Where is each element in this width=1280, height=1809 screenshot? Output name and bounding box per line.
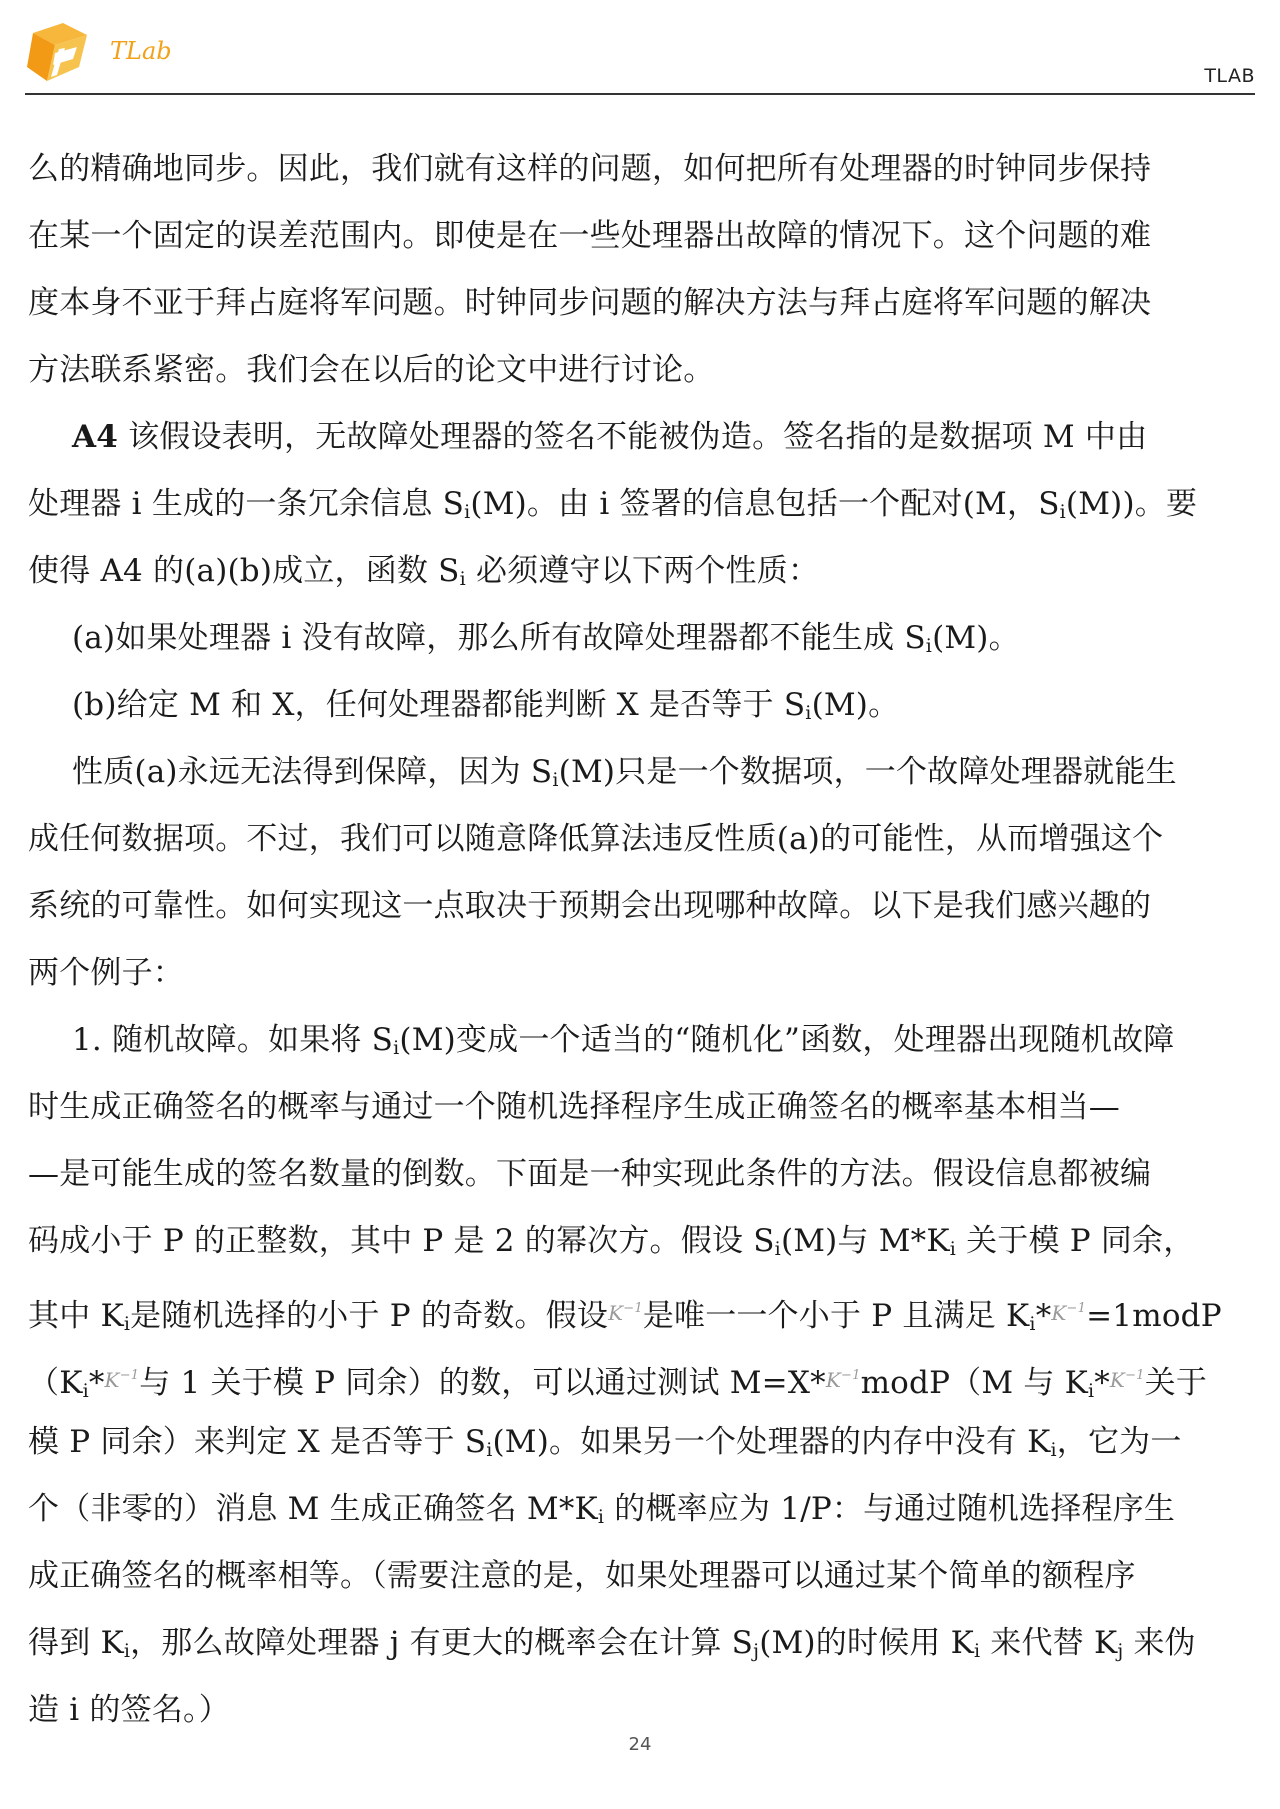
text-line xyxy=(28,203,1255,270)
text-segment: (M)。 xyxy=(932,620,1020,656)
text-segment: 方法联系紧密。我们会在以后的论文中进行讨论。 xyxy=(28,352,715,388)
text-line xyxy=(28,337,1255,404)
text-line xyxy=(28,672,1255,739)
k-inverse-symbol: K xyxy=(825,1368,841,1392)
text-segment: (M)。 xyxy=(811,687,900,723)
text-segment: 来代替 K xyxy=(980,1625,1118,1661)
text-line xyxy=(28,1007,1255,1074)
text-line xyxy=(28,136,1255,203)
text-line xyxy=(28,538,1255,605)
subscript: i xyxy=(459,568,466,590)
text-line xyxy=(28,1476,1255,1543)
text-line xyxy=(28,1409,1255,1476)
text-segment: 造 i 的签名。） xyxy=(28,1692,230,1728)
subscript: i xyxy=(949,1238,957,1260)
text-line xyxy=(28,1208,1255,1275)
text-segment: 是随机选择的小于 P 的奇数。假设 xyxy=(130,1298,609,1334)
text-line xyxy=(28,873,1255,940)
subscript: i xyxy=(925,635,933,657)
subscript: i xyxy=(123,1313,131,1335)
text-segment: 使得 A4 的(a)(b)成立，函数 S xyxy=(28,553,460,589)
subscript: i xyxy=(774,1238,781,1260)
text-segment: 该假设表明，无故障处理器的签名不能被伪造。签名指的是数据项 M 中由 xyxy=(118,419,1148,455)
text-segment: =1modP xyxy=(1086,1298,1222,1334)
text-segment: 个（非零的）消息 M 生成正确签名 M*K xyxy=(28,1491,598,1527)
subscript: i xyxy=(805,702,812,724)
text-segment: (M)只是一个数据项，一个故障处理器就能生 xyxy=(558,754,1177,790)
text-segment: (a)如果处理器 i 没有故障，那么所有故障处理器都不能生成 S xyxy=(72,620,926,656)
text-segment: * xyxy=(1035,1298,1052,1334)
tlab-logo xyxy=(25,15,185,90)
text-segment: 1. 随机故障。如果将 S xyxy=(72,1022,394,1058)
text-segment: 时生成正确签名的概率与通过一个随机选择程序生成正确签名的概率基本相当— xyxy=(28,1089,1120,1125)
text-segment: 关于模 P 同余， xyxy=(956,1223,1195,1259)
text-segment: * xyxy=(88,1365,105,1401)
text-segment: 与 1 关于模 P 同余）的数，可以通过测试 M=X* xyxy=(139,1365,826,1401)
text-segment: 是唯一一个小于 P 且满足 K xyxy=(642,1298,1030,1334)
text-segment: 两个例子： xyxy=(28,955,184,991)
text-segment: 关于 xyxy=(1144,1365,1208,1401)
assumption-label: A4 xyxy=(72,419,119,455)
text-line xyxy=(28,739,1255,806)
text-line xyxy=(28,605,1255,672)
subscript: i xyxy=(82,1380,89,1402)
header-label: TLAB xyxy=(1204,65,1255,87)
text-segment: * xyxy=(1094,1365,1110,1401)
subscript: i xyxy=(1087,1380,1095,1402)
subscript: i xyxy=(1050,1439,1057,1461)
subscript: i xyxy=(123,1640,131,1662)
inverse-exponent: −1 xyxy=(119,1368,140,1383)
text-segment: 系统的可靠性。如何实现这一点取决于预期会出现哪种故障。以下是我们感兴趣的 xyxy=(28,888,1152,924)
text-segment: 成正确签名的概率相等。（需要注意的是，如果处理器可以通过某个简单的额程序 xyxy=(28,1558,1136,1594)
subscript: i xyxy=(393,1037,400,1059)
subscript: j xyxy=(1117,1640,1124,1662)
text-segment: 成任何数据项。不过，我们可以随意降低算法违反性质(a)的可能性，从而增强这个 xyxy=(28,821,1164,857)
text-segment: 得到 K xyxy=(28,1625,124,1661)
page-number: 24 xyxy=(628,1734,652,1755)
text-line xyxy=(28,1275,1255,1342)
subscript: i xyxy=(597,1506,605,1528)
text-segment: (M))。要 xyxy=(1065,486,1198,522)
k-inverse-symbol: K xyxy=(104,1368,120,1392)
text-segment: ，那么故障处理器 j 有更大的概率会在计算 S xyxy=(130,1625,754,1661)
text-segment: 其中 K xyxy=(28,1298,124,1334)
text-segment: 必须遵守以下两个性质： xyxy=(465,553,820,589)
subscript: i xyxy=(973,1640,981,1662)
subscript: j xyxy=(753,1640,760,1662)
subscript: i xyxy=(552,769,559,791)
body-text xyxy=(28,136,1255,1744)
text-line xyxy=(28,1543,1255,1610)
text-line xyxy=(28,806,1255,873)
text-line xyxy=(28,471,1255,538)
text-segment: (M)与 M*K xyxy=(780,1223,950,1259)
k-inverse-symbol: K xyxy=(608,1301,624,1325)
text-segment: 度本身不亚于拜占庭将军问题。时钟同步问题的解决方法与拜占庭将军问题的解决 xyxy=(28,285,1152,321)
text-segment: (M)的时候用 K xyxy=(759,1625,974,1661)
text-segment: ，它为一 xyxy=(1056,1424,1182,1460)
text-line xyxy=(28,1610,1255,1677)
text-segment: 么的精确地同步。因此，我们就有这样的问题，如何把所有处理器的时钟同步保持 xyxy=(28,151,1152,187)
text-segment: (M)。由 i 签署的信息包括一个配对(M，S xyxy=(470,486,1060,522)
text-line xyxy=(28,1141,1255,1208)
logo-icon xyxy=(25,15,115,90)
text-segment: 来伪 xyxy=(1123,1625,1196,1661)
text-line xyxy=(28,270,1255,337)
text-segment: 的概率应为 1/P：与通过随机选择程序生 xyxy=(604,1491,1176,1527)
logo-text: TLab xyxy=(110,37,172,65)
text-line xyxy=(28,940,1255,1007)
inverse-exponent: −1 xyxy=(1125,1368,1145,1383)
text-segment: 性质(a)永远无法得到保障，因为 S xyxy=(72,754,553,790)
inverse-exponent: −1 xyxy=(623,1301,643,1316)
page-header xyxy=(25,15,1255,95)
text-segment: modP（M 与 K xyxy=(860,1365,1088,1401)
inverse-exponent: −1 xyxy=(1066,1301,1087,1316)
text-segment: —是可能生成的签名数量的倒数。下面是一种实现此条件的方法。假设信息都被编 xyxy=(28,1156,1152,1192)
text-line xyxy=(28,1074,1255,1141)
text-segment: (M)。如果另一个处理器的内存中没有 K xyxy=(492,1424,1051,1460)
text-segment: 处理器 i 生成的一条冗余信息 S xyxy=(28,486,465,522)
text-line xyxy=(28,404,1255,471)
text-line xyxy=(28,1342,1255,1409)
text-segment: (M)变成一个适当的“随机化”函数，处理器出现随机故障 xyxy=(399,1022,1175,1058)
inverse-exponent: −1 xyxy=(840,1368,861,1383)
text-segment: (b)给定 M 和 X，任何处理器都能判断 X 是否等于 S xyxy=(72,687,806,723)
header-rule xyxy=(25,93,1255,95)
text-segment: 在某一个固定的误差范围内。即使是在一些处理器出故障的情况下。这个问题的难 xyxy=(28,218,1152,254)
subscript: i xyxy=(1059,501,1066,523)
text-segment: （K xyxy=(28,1365,83,1401)
text-segment: 码成小于 P 的正整数，其中 P 是 2 的幂次方。假设 S xyxy=(28,1223,775,1259)
k-inverse-symbol: K xyxy=(1051,1301,1067,1325)
text-segment: 模 P 同余）来判定 X 是否等于 S xyxy=(28,1424,487,1460)
k-inverse-symbol: K xyxy=(1109,1368,1126,1392)
subscript: i xyxy=(486,1439,493,1461)
subscript: i xyxy=(1029,1313,1036,1335)
subscript: i xyxy=(464,501,471,523)
